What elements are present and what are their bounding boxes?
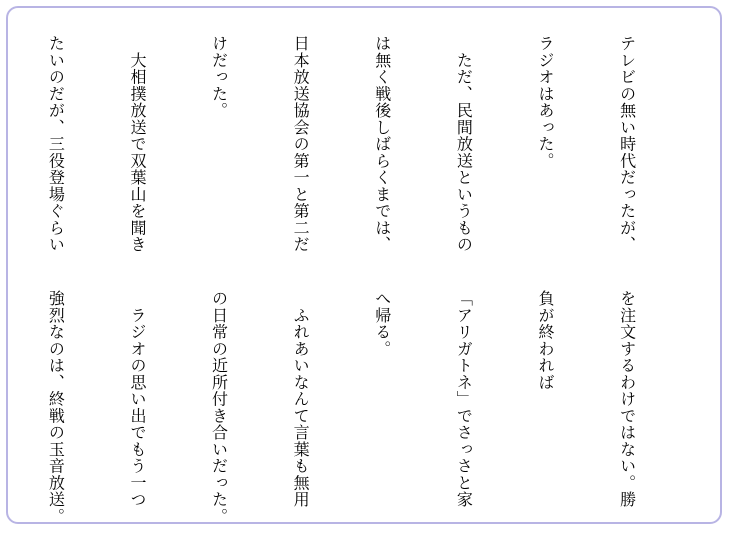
text-column: ふれあいなんて言葉も無用 xyxy=(291,290,311,508)
text-column: を注文するわけではない。勝 xyxy=(617,290,637,508)
text-column: の日常の近所付き合いだった。 xyxy=(209,290,229,525)
text-column: ラジオの思い出でもう一つ xyxy=(127,290,147,508)
text-column: へ帰る。 xyxy=(372,290,392,357)
text-column: 日本放送協会の第一と第二だ xyxy=(291,35,311,253)
text-column: テレビの無い時代だったが、 xyxy=(617,35,637,253)
text-column: は無く戦後しばらくまでは、 xyxy=(372,35,392,253)
text-column: 負が終われば xyxy=(535,290,555,391)
text-column: 大相撲放送で双葉山を聞き xyxy=(127,35,147,253)
text-block-bottom xyxy=(0,290,695,525)
text-column: けだった。 xyxy=(209,35,229,119)
text-column: 強烈なのは、終戦の玉音放送。 xyxy=(46,290,66,525)
text-column: 「アリガトネ」でさっさと家 xyxy=(454,290,474,508)
text-column: たいのだが、三役登場ぐらい xyxy=(46,35,66,253)
text-column: ただ、民間放送というもの xyxy=(454,35,474,253)
text-block-top xyxy=(0,35,695,275)
text-column: ラジオはあった。 xyxy=(535,35,555,169)
